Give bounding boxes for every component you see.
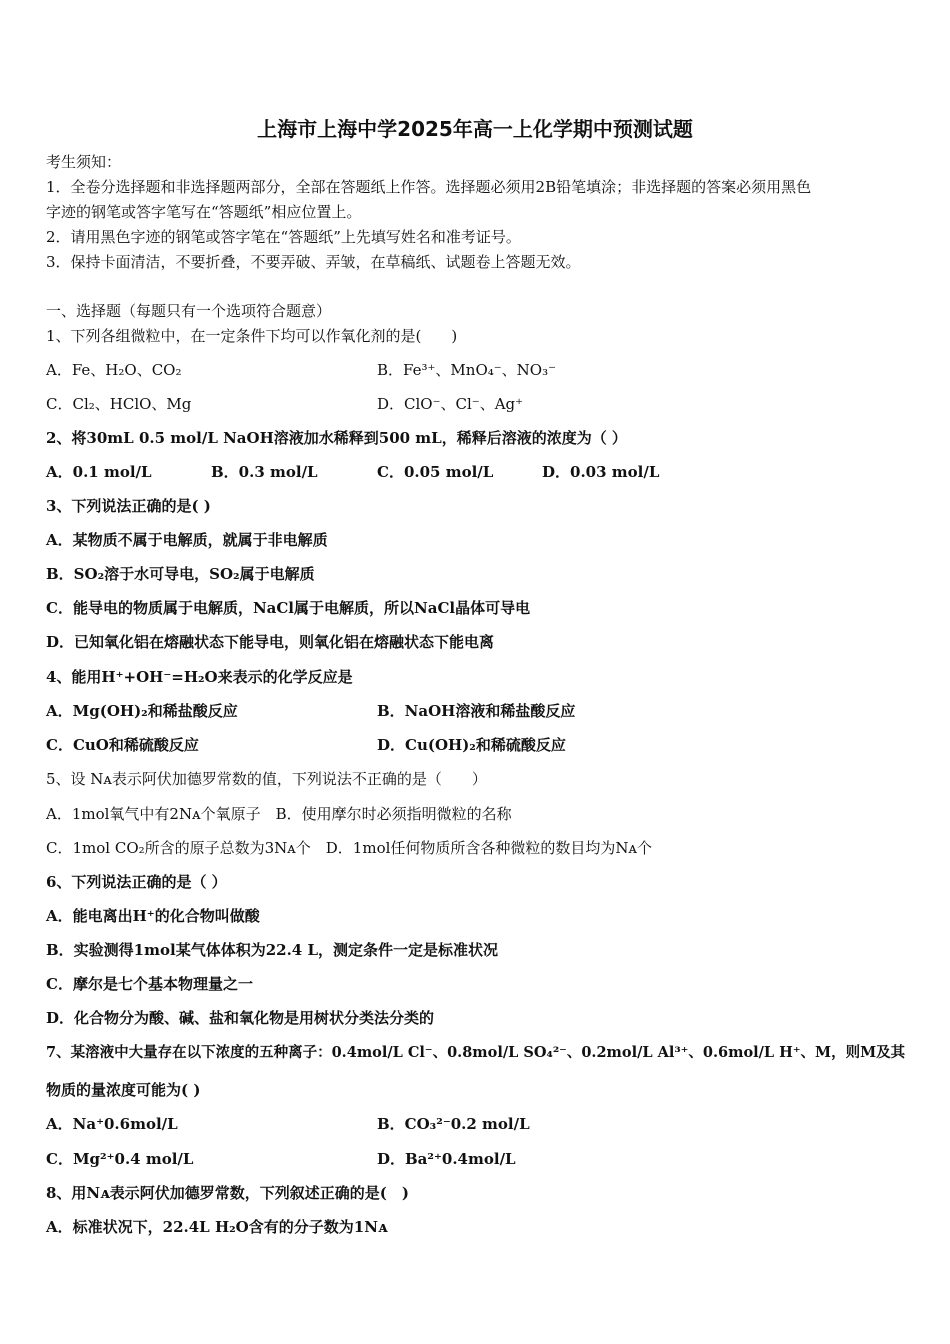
question-1-option-d: D．ClO⁻、Cl⁻、Ag⁺ [377,395,524,413]
question-5-options-ab: A．1mol氧气中有2Nᴀ个氧原子 B．使用摩尔时必须指明微粒的名称 [46,805,512,823]
question-7-stem: 7、某溶液中大量存在以下浓度的五种离子：0.4mol/L Cl⁻、0.8mol/L SO₄²⁻、0.2mol/L Al³⁺、0.6mol/L H⁺、M，则M及其 [46,1044,906,1061]
question-8-stem: 8、用Nᴀ表示阿伏加德罗常数，下列叙述正确的是( ) [46,1184,409,1202]
question-2-option-d: D．0.03 mol/L [542,463,660,481]
page-title: 上海市上海中学2025年高一上化学期中预测试题 [257,117,693,141]
question-6-option-b: B．实验测得1mol某气体体积为22.4 L，测定条件一定是标准状况 [46,941,498,959]
question-2-option-c: C．0.05 mol/L [377,463,494,481]
question-3-option-b: B．SO₂溶于水可导电，SO₂属于电解质 [46,565,315,583]
question-7-option-a: A．Na⁺0.6mol/L [46,1115,178,1133]
question-7-option-c: C．Mg²⁺0.4 mol/L [46,1150,194,1168]
question-2-stem: 2、将30mL 0.5 mol/L NaOH溶液加水稀释到500 mL，稀释后溶液的浓度为（ ） [46,429,627,447]
question-6-option-a: A．能电离出H⁺的化合物叫做酸 [46,907,260,925]
notice-item-1-cont: 字迹的钢笔或答字笔写在“答题纸”相应位置上。 [46,203,362,221]
question-2-option-b: B．0.3 mol/L [211,463,318,481]
question-3-option-c: C．能导电的物质属于电解质，NaCl属于电解质，所以NaCl晶体可导电 [46,599,531,617]
question-7-option-b: B．CO₃²⁻0.2 mol/L [377,1115,530,1133]
section-heading: 一、选择题（每题只有一个选项符合题意） [46,302,332,320]
notice-header: 考生须知： [46,153,122,171]
question-1-option-c: C．Cl₂、HClO、Mg [46,395,192,413]
question-4-option-a: A．Mg(OH)₂和稀盐酸反应 [46,702,238,720]
notice-item-3: 3．保持卡面清洁，不要折叠，不要弄破、弄皱，在草稿纸、试题卷上答题无效。 [46,253,581,271]
question-4-option-c: C．CuO和稀硫酸反应 [46,736,199,754]
question-5-stem: 5、设 Nᴀ表示阿伏加德罗常数的值，下列说法不正确的是（ ） [46,770,487,788]
question-1-option-a: A．Fe、H₂O、CO₂ [46,361,182,379]
question-3-option-d: D．已知氧化铝在熔融状态下能导电，则氧化铝在熔融状态下能电离 [46,633,495,651]
question-6-option-c: C．摩尔是七个基本物理量之一 [46,975,253,993]
question-4-stem: 4、能用H⁺+OH⁻=H₂O来表示的化学反应是 [46,668,353,686]
question-3-stem: 3、下列说法正确的是( ) [46,497,211,515]
question-2-option-a: A．0.1 mol/L [46,463,152,481]
notice-item-2: 2．请用黑色字迹的钢笔或答字笔在“答题纸”上先填写姓名和准考证号。 [46,228,521,246]
question-6-option-d: D．化合物分为酸、碱、盐和氧化物是用树状分类法分类的 [46,1009,435,1027]
notice-item-1: 1．全卷分选择题和非选择题两部分，全部在答题纸上作答。选择题必须用2B铅笔填涂；非选择题的答案必须用黑色 [46,178,812,196]
question-1-option-b: B．Fe³⁺、MnO₄⁻、NO₃⁻ [377,361,557,379]
question-5-options-cd: C．1mol CO₂所含的原子总数为3Nᴀ个 D．1mol任何物质所含各种微粒的数目均为Nᴀ个 [46,839,652,857]
question-1-stem: 1、下列各组微粒中，在一定条件下均可以作氧化剂的是( ) [46,327,458,345]
question-6-stem: 6、下列说法正确的是（ ） [46,873,227,891]
question-8-option-a: A．标准状况下，22.4L H₂O含有的分子数为1Nᴀ [46,1218,388,1236]
question-4-option-d: D．Cu(OH)₂和稀硫酸反应 [377,736,566,754]
question-3-option-a: A．某物质不属于电解质，就属于非电解质 [46,531,328,549]
question-7-option-d: D．Ba²⁺0.4mol/L [377,1150,516,1168]
question-7-stem-cont: 物质的量浓度可能为( ) [46,1081,201,1099]
question-4-option-b: B．NaOH溶液和稀盐酸反应 [377,702,576,720]
